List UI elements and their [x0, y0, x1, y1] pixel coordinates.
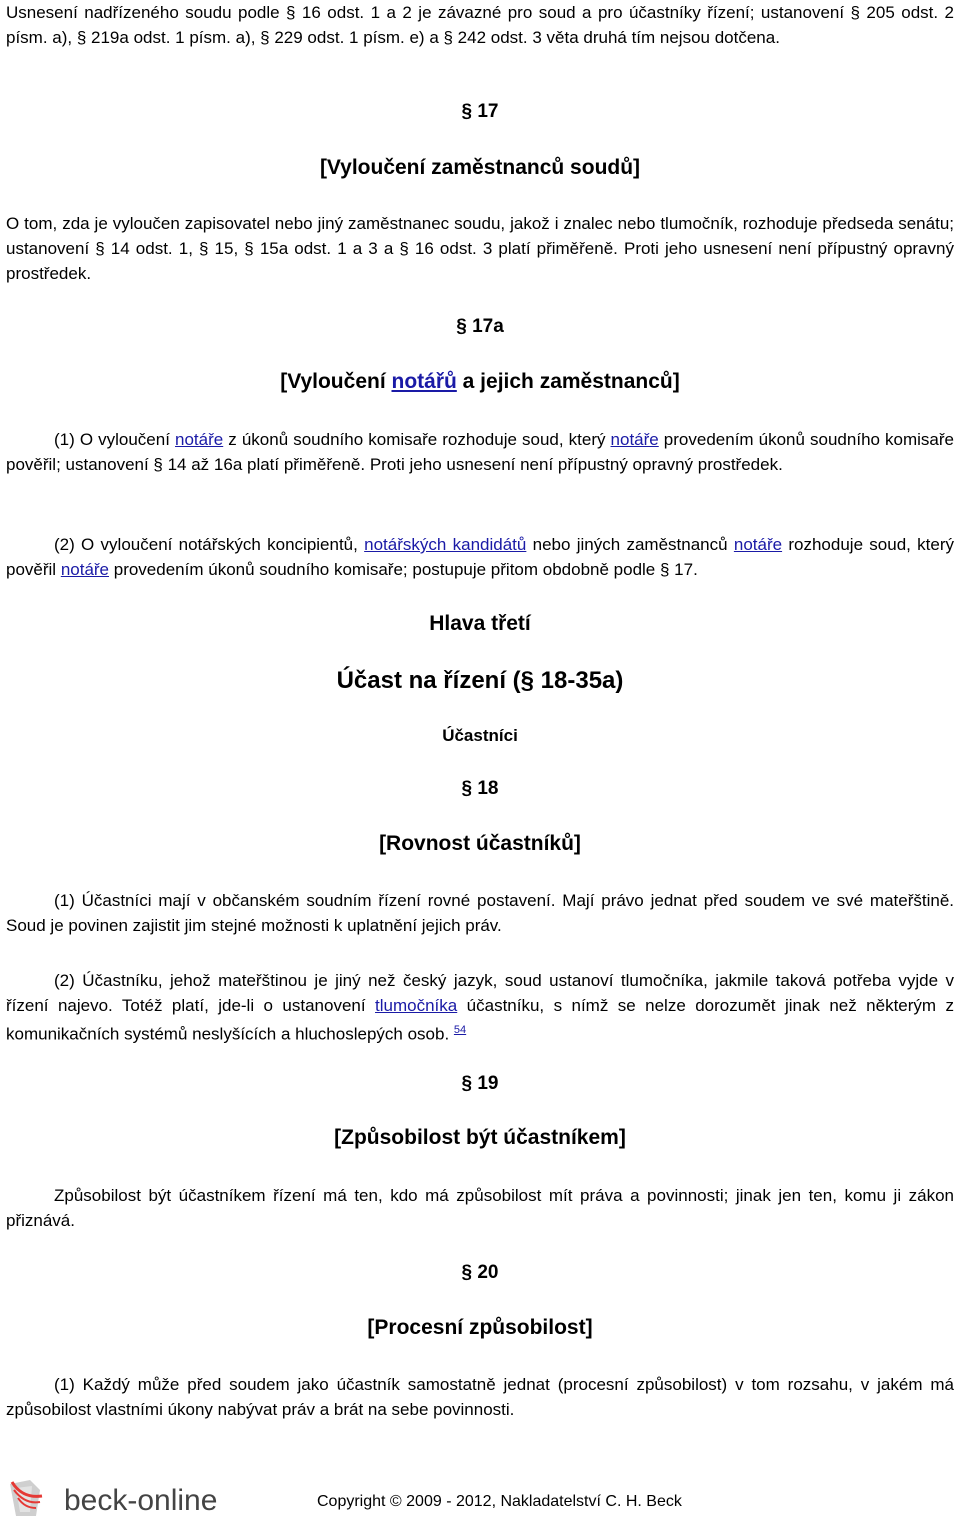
chapter-heading: Účast na řízení (§ 18-35a)	[336, 667, 624, 694]
part-heading: Hlava třetí	[429, 612, 531, 635]
section-19-text: Způsobilost být účastníkem řízení má ten, kdo má způsobilost mít práva a povinnosti; jinak jen ten, komu ji zákon přiznává.	[6, 1186, 954, 1230]
section-17a-paragraph-1: (1) O vyloučení notáře z úkonů soudního komisaře rozhoduje soud, který notáře provedením úkonů soudního komisaře pověřil; ustanovení § 14 až 16a platí přiměřeně. Proti jeho usnesení není přípustný opravný prostředek.	[6, 430, 955, 474]
section-18-number: § 18	[461, 778, 499, 799]
beck-online-logo	[6, 1476, 246, 1520]
link-notare[interactable]: notáře	[733, 535, 783, 554]
beck-logo-icon	[10, 1480, 42, 1516]
section-17-text: O tom, zda je vyloučen zapisovatel nebo jiný zaměstnanec soudu, jakož i znalec nebo tlumočník, rozhoduje předseda senátu; ustanovení § 14 odst. 1, § 15, § 15a odst. 1 a 3 a § 16 odst. 3 platí přiměřeně. Proti jeho usnesení není přípustný opravný prostředek.	[6, 214, 954, 283]
section-17-number: § 17	[461, 101, 499, 122]
link-tlumocnika[interactable]: tlumočníka	[375, 996, 458, 1015]
section-18-paragraph-1: (1) Účastníci mají v občanském soudním řízení rovné postavení. Mají právo jednat před soudem ve své mateřštině. Soud je povinen zajistit jim stejné možnosti k uplatnění jejich práv.	[6, 891, 954, 935]
section-20-heading: [Procesní způsobilost]	[367, 1316, 593, 1339]
section-17a-number: § 17a	[456, 316, 504, 337]
section-18-paragraph-2: (2) Účastníku, jehož mateřštinou je jiný než český jazyk, soud ustanoví tlumočníka, jakmile taková potřeba vyjde v řízení najevo. Totéž platí, jde-li o ustanovení tlumočníka účastníku, s nímž se nelze dorozumět jinak než některým z komunikačních systémů neslyšících a hluchoslepých osob. $^{54}$	[6, 971, 955, 1044]
section-17a-heading: [Vyloučení notářů a jejich zaměstnanců]	[280, 370, 680, 393]
subchapter-heading: Účastníci	[442, 726, 518, 745]
section-19-number: § 19	[461, 1073, 499, 1094]
section-17-heading: [Vyloučení zaměstnanců soudů]	[319, 156, 641, 179]
link-notarskych-kandidatu[interactable]: notářských kandidátů	[364, 535, 527, 554]
section-18-heading: [Rovnost účastníků]	[379, 832, 581, 855]
link-notare[interactable]: notáře	[610, 430, 659, 449]
page-footer	[0, 1470, 960, 1524]
link-notare[interactable]: notáře	[175, 430, 224, 449]
footnote-link[interactable]: 54	[453, 1024, 467, 1036]
section-17a-paragraph-2: (2) O vyloučení notářských koncipientů, notářských kandidátů nebo jiných zaměstnanců notáře rozhoduje soud, který pověřil notáře provedením úkonů soudního komisaře; postupuje přitom obdobně podle § 17.	[6, 535, 955, 579]
section-19-heading: [Způsobilost být účastníkem]	[334, 1126, 626, 1149]
link-notare[interactable]: notáře	[60, 560, 110, 579]
beck-online-wordmark: beck-online	[64, 1484, 218, 1517]
section-20-paragraph-1: (1) Každý může před soudem jako účastník samostatně jednat (procesní způsobilost) v tom rozsahu, v jakém má způsobilost vlastními úkony nabývat práv a brát na sebe povinnosti.	[6, 1375, 954, 1419]
paragraph-16-end: Usnesení nadřízeného soudu podle § 16 odst. 1 a 2 je závazné pro soud a pro účastníky řízení; ustanovení § 205 odst. 2 písm. a), § 219a odst. 1 písm. a), § 229 odst. 1 písm. e) a § 242 odst. 3 věta druhá tím nejsou dotčena.	[6, 3, 954, 47]
section-20-number: § 20	[461, 1262, 499, 1283]
copyright-text: Copyright © 2009 - 2012, Nakladatelství C. H. Beck	[317, 1493, 682, 1510]
link-notaru[interactable]: notářů	[391, 370, 457, 393]
